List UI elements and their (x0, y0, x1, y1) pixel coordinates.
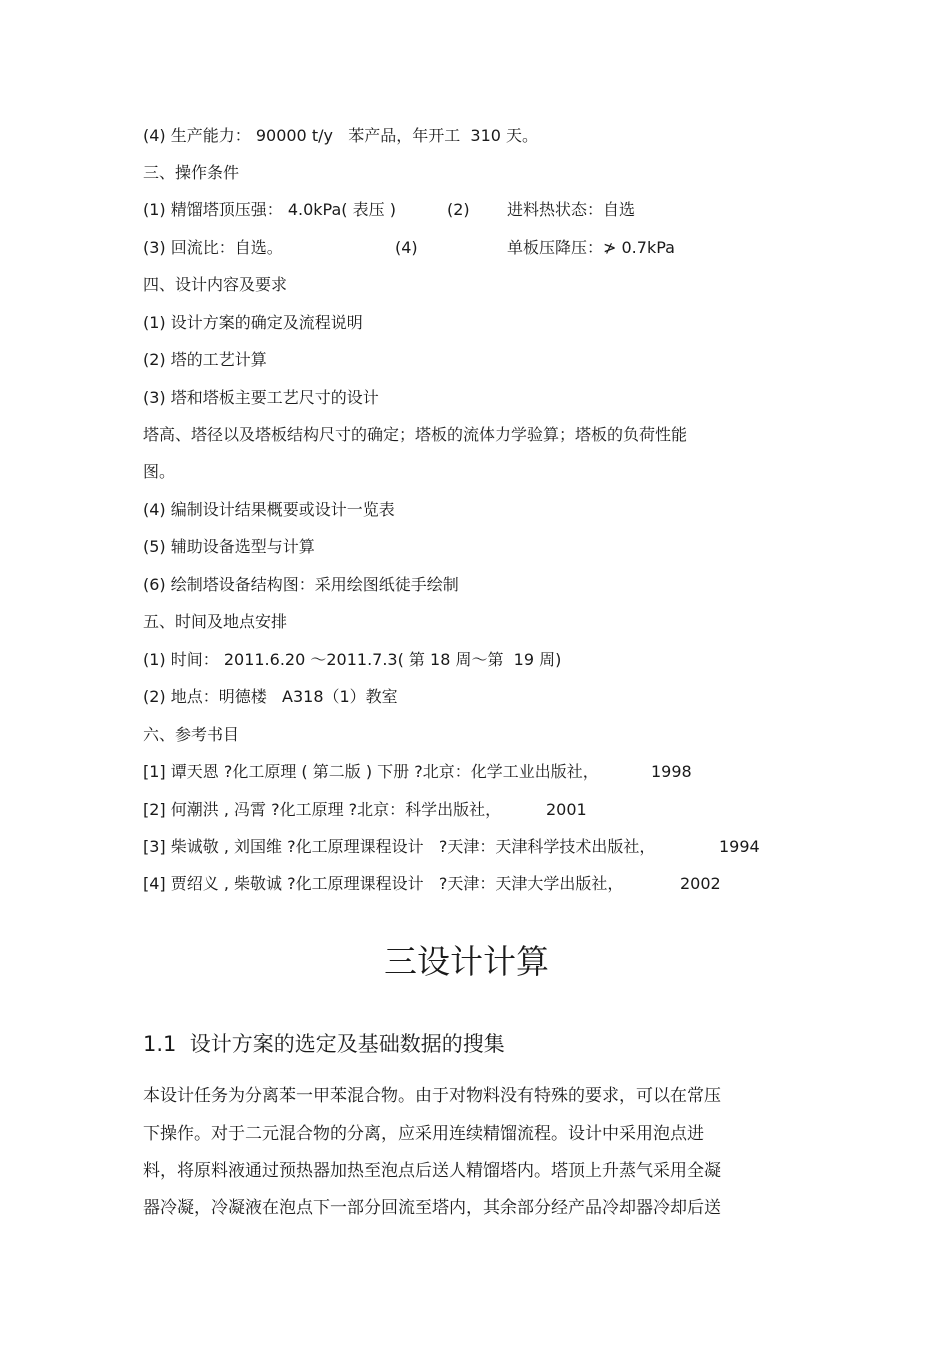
reference-year: 2002 (680, 874, 721, 893)
body-paragraph-line: 料，将原料液通过预热器加热至泡点后送人精馏塔内。塔顶上升蒸气采用全凝 (143, 1161, 721, 1181)
reference-year: 1998 (651, 762, 692, 781)
section-heading-references: 六、参考书目 (143, 725, 240, 744)
body-paragraph-line: 本设计任务为分离苯一甲苯混合物。由于对物料没有特殊的要求，可以在常压 (143, 1086, 721, 1106)
body-paragraph-line: 下操作。对于二元混合物的分离，应采用连续精馏流程。设计中采用泡点进 (143, 1124, 704, 1144)
requirement-detail: 塔高、塔径以及塔板结构尺寸的确定；塔板的流体力学验算；塔板的负荷性能 (143, 425, 688, 444)
requirement-detail: 图。 (143, 462, 176, 481)
place-line: (2) 地点：明德楼 A318（1）教室 (143, 687, 398, 706)
requirement-item: (3) 塔和塔板主要工艺尺寸的设计 (143, 388, 379, 407)
section-title-1-1: 1.1 设计方案的选定及基础数据的搜集 (143, 1032, 505, 1056)
requirement-item: (1) 设计方案的确定及流程说明 (143, 313, 363, 332)
operating-condition-pressure-drop: 单板压降压：≯ 0.7kPa (507, 238, 675, 257)
operating-condition-pressure: (1) 精馏塔顶压强： 4.0kPa( 表压 ) (143, 200, 396, 219)
reference-entry: [3] 柴诚敬 , 刘国维 ?化工原理课程设计 ?天津：天津科学技术出版社， (143, 837, 656, 856)
requirement-item: (5) 辅助设备选型与计算 (143, 537, 315, 556)
requirement-item: (6) 绘制塔设备结构图：采用绘图纸徒手绘制 (143, 575, 459, 594)
section-heading-time-place: 五、时间及地点安排 (143, 612, 288, 631)
operating-condition-index-4: (4) (395, 238, 418, 257)
reference-entry: [1] 谭天恩 ?化工原理 ( 第二版 ) 下册 ?北京：化学工业出版社， (143, 762, 599, 781)
operating-condition-index-2: (2) (447, 200, 470, 219)
reference-entry: [2] 何潮洪 , 冯霄 ?化工原理 ?北京：科学出版社， (143, 800, 502, 819)
operating-condition-feed-state: 进料热状态：自选 (507, 200, 636, 219)
section-heading-design-requirements: 四、设计内容及要求 (143, 275, 288, 294)
reference-year: 2001 (546, 800, 587, 819)
time-line: (1) 时间： 2011.6.20 ～2011.7.3( 第 18 周～第 19 周) (143, 650, 562, 669)
reference-entry: [4] 贾绍义 , 柴敬诚 ?化工原理课程设计 ?天津：天津大学出版社， (143, 874, 624, 893)
chapter-title: 三设计计算 (384, 942, 549, 981)
operating-condition-reflux: (3) 回流比：自选。 (143, 238, 283, 257)
requirement-item: (2) 塔的工艺计算 (143, 350, 267, 369)
capacity-line: (4) 生产能力： 90000 t/y 苯产品，年开工 310 天。 (143, 126, 539, 145)
body-paragraph-line: 器冷凝，冷凝液在泡点下一部分回流至塔内，其余部分经产品冷却器冷却后送 (143, 1198, 721, 1218)
section-heading-operating-conditions: 三、操作条件 (143, 163, 240, 182)
reference-year: 1994 (719, 837, 760, 856)
requirement-item: (4) 编制设计结果概要或设计一览表 (143, 500, 395, 519)
